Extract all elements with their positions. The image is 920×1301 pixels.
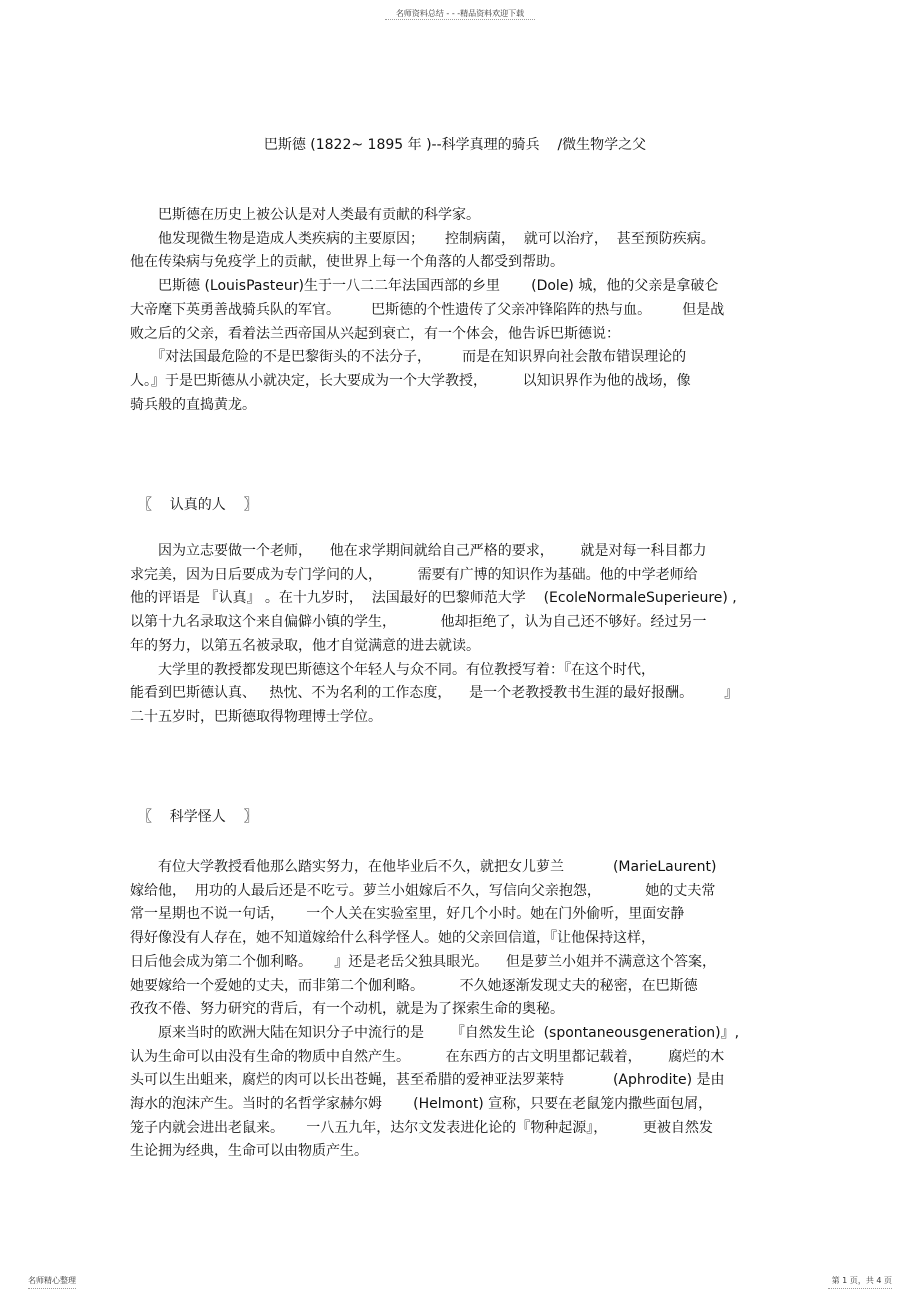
page-header: 名师资料总结 - - -精品资料欢迎下载 bbox=[395, 9, 525, 18]
footer-left-divider bbox=[28, 1288, 76, 1289]
intro-paragraph: 巴斯德在历史上被公认是对人类最有贡献的科学家。 他发现微生物是造成人类疾病的主要原因； 控制病菌， 就可以治疗， 甚至预防疾病。 他在传染病与免疫学上的贡献，使世界上每一个角落的人都受到帮助。 巴斯德 (LouisPasteur)生于一八二二年法国西部的乡里 (Dole) 城，他的父亲是拿破仑 大帝麾下英勇善战骑兵队的军官。 巴斯德的个性遗传了父亲冲锋陷阵的热与血。 但是战 败之后的父亲，看着法兰西帝国从兴起到衰亡，有一个体会，他告诉巴斯德说： 『对法国最危险的不是巴黎街头的不法分子， 而是在知识界向社会散布错误理论的 人。』于是巴斯德从小就决定，长大要成为一个大学教授， 以知识界作为他的战场，像 骑兵般的直捣黄龙。 bbox=[130, 207, 725, 413]
section-paragraph-scientist: 有位大学教授看他那么踏实努力，在他毕业后不久，就把女儿萝兰 (MarieLaurent) 嫁给他， 用功的人最后还是不吃亏。萝兰小姐嫁后不久，写信向父亲抱怨， 她的丈夫常 常一星期也不说一句话， 一个人关在实验室里，好几个小时。她在门外偷听，里面安静 得好像没有人存在，她不知道嫁给什么科学怪人。她的父亲回信道，『让他保持这样， 日后他会成为第二个伽利略。 』还是老岳父独具眼光。 但是萝兰小姐并不满意这个答案， 她要嫁给一个爱她的丈夫，而非第二个伽利略。 不久她逐渐发现丈夫的秘密，在巴斯德 孜孜不倦、努力研究的背后，有一个动机，就是为了探索生命的奥秘。 原来当时的欧洲大陆在知识分子中流行的是 『自然发生论 (spontaneousgeneration)』, 认为生命可以由没有生命的物质中自然产生。 在东西方的古文明里都记载着， 腐烂的木 头可以生出蛆来，腐烂的肉可以长出苍蝇，甚至希腊的爱神亚法罗莱特 (Aphrodite) 是由 海水的泡沫产生。当时的名哲学家赫尔姆 (Helmont) 宣称，只要在老鼠笼内撒些面包屑， 笼子内就会进出老鼠来。 一八五九年，达尔文发表进化论的『物种起源』， 更被自然发 生论拥为经典，生命可以由物质产生。 bbox=[130, 859, 740, 1160]
footer-right-divider bbox=[828, 1288, 892, 1289]
section-heading-scientist: 〖 科学怪人 〗 bbox=[138, 809, 258, 825]
page-title: 巴斯德 (1822~ 1895 年 )--科学真理的骑兵 /微生物学之父 bbox=[263, 137, 647, 153]
section-heading-serious: 〖 认真的人 〗 bbox=[138, 497, 258, 513]
page-number: 第 1 页，共 4 页 bbox=[831, 1276, 892, 1285]
section-paragraph-serious: 因为立志要做一个老师， 他在求学期间就给自己严格的要求， 就是对每一科目都力 求完美，因为日后要成为专门学问的人， 需要有广博的知识作为基础。他的中学老师给 他的评语是 『认真』 。在十九岁时， 法国最好的巴黎师范大学 (EcoleNormaleSuperieure) , 以第十九名录取这个来自偏僻小镇的学生， 他却拒绝了，认为自己还不够好。经过另一 年的努力，以第五名被录取，他才自觉满意的进去就读。 大学里的教授都发现巴斯德这个年轻人与众不同。有位教授写着：『在这个时代， 能看到巴斯德认真、 热忱、不为名利的工作态度， 是一个老教授教书生涯的最好报酬。 』 二十五岁时，巴斯德取得物理博士学位。 bbox=[130, 543, 739, 725]
footer-left-text: 名师精心整理 bbox=[28, 1276, 76, 1285]
header-divider bbox=[385, 19, 535, 20]
